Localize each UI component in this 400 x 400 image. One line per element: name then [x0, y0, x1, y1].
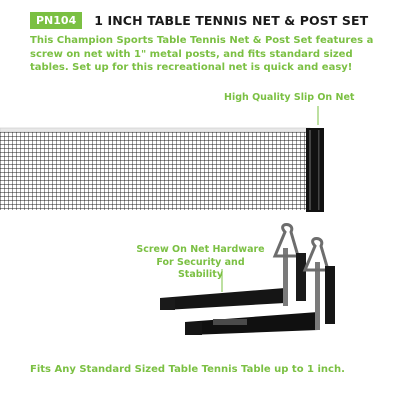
hardware-callout-line1: Screw On Net Hardware — [136, 244, 265, 255]
net-post-clamp-image — [160, 225, 335, 336]
hardware-callout-line2: For Security and Stability — [156, 256, 245, 280]
product-code-badge: PN104 — [30, 12, 82, 29]
footer-note: Fits Any Standard Sized Table Tennis Table up to 1 inch. — [30, 364, 345, 375]
product-title: 1 INCH TABLE TENNIS NET & POST SET — [94, 13, 369, 28]
product-description: This Champion Sports Table Tennis Net & Post Set features a screw on net with 1" metal posts, and fits standard sized tables. Set up for this recreational net is quick and easy! — [30, 35, 374, 73]
net-callout: High Quality Slip On Net — [224, 92, 355, 103]
table-tennis-net-image — [0, 128, 324, 212]
